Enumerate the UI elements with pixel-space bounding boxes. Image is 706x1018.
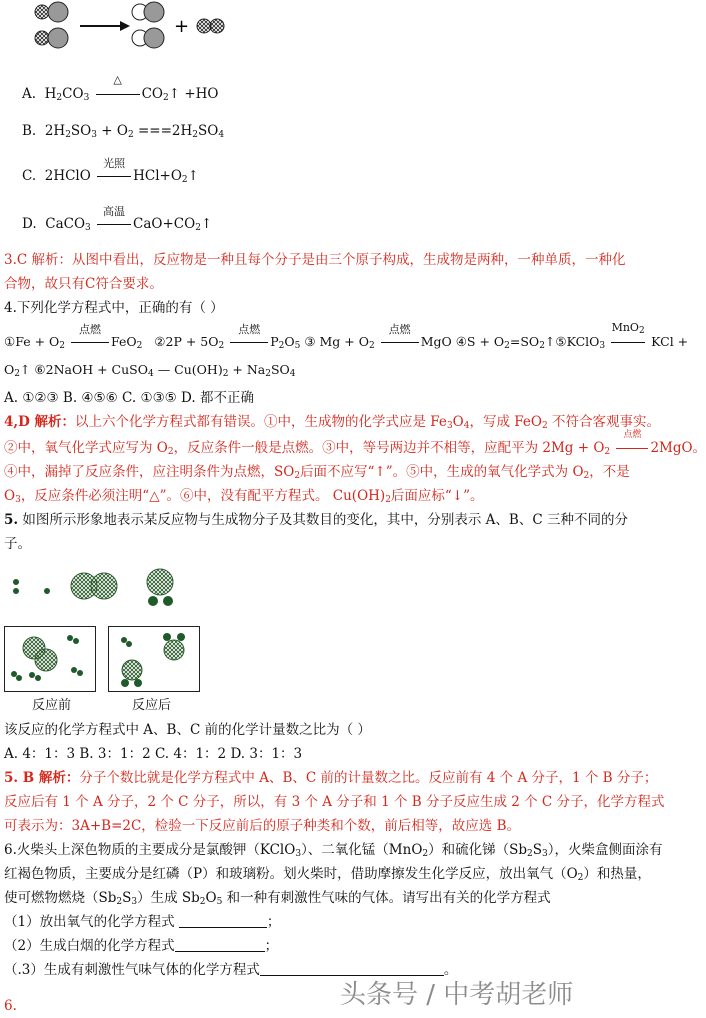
label-before-reaction: 反应前 xyxy=(32,698,72,713)
reaction-arrow xyxy=(80,21,130,31)
legend-molecule-a-icon xyxy=(13,579,19,594)
question-6-line-2: 红褐色物质，主要成分是红磷（P）和玻璃粉。划火柴时，借助摩擦发生化学反应，放出氧气$(O_2)$和热量， xyxy=(4,866,651,883)
question-4-equations-row-2: $O_2↑$ ⑥2NaOH + CuSO$_4$ — $Cu(OH)_2 + Na_2SO_4$ xyxy=(4,362,296,379)
answer-3-line-2: 合物，故只有C符合要求。 xyxy=(4,276,163,292)
question-5-title-line-1: 5. 如图所示形象地表示某反应物与生成物分子及其数目的变化，其中，分别表示 A、B、C 三种不同的分 xyxy=(4,512,628,528)
reactant-molecule-1 xyxy=(35,2,68,22)
plus-sign: + xyxy=(174,16,190,37)
product-molecule-3 xyxy=(197,19,224,33)
answer-3-line-1: 3.C 解析：从图中看出，反应物是一种且每个分子是由三个原子构成，生成物是两种，一种单质，一种化 xyxy=(4,252,626,268)
answer-5-line-2: 反应后有 1 个 A 分子，2 个 C 分子，所以，有 3 个 A 分子和 1 个 B 分子反应生成 2 个 C 分子，化学方程式 xyxy=(4,794,665,810)
legend-molecule-b-icon xyxy=(71,573,117,599)
question-6-line-3: 使可燃物燃烧$(Sb_2S_3)$生成 $Sb_2O_5$ 和一种有刺激性气味的气体。请写出有关的化学方程式 xyxy=(4,890,551,907)
question-5-options: A. 4：1：3 B. 3：1：2 C. 4：1：2 D. 3：1：3 xyxy=(4,746,303,762)
label-after-reaction: 反应后 xyxy=(132,698,172,713)
q3-option-c: C. 2HClO 光照 $HCl+O_2↑$ xyxy=(22,157,199,185)
question-5-molecule-legend xyxy=(4,560,204,616)
answer-4-line-2: ②中，氧气化学式应写为 $O_2$，反应条件一般是点燃。③中，等号两边并不相等，应配平为 $2Mg + O_2$ 点燃 2MgO。 xyxy=(4,430,706,457)
answer-5-line-3: 可表示为：3A+B=2C，检验一下反应前后的原子种类和个数，前后相等，故应选 B。 xyxy=(4,818,521,834)
question-6-sub-3: （.3）生成有刺激性气味气体的化学方程式 。 xyxy=(4,962,458,978)
question-4-title: 4.下列化学方程式中，正确的有（ ） xyxy=(4,300,224,316)
legend-molecule-c-icon xyxy=(147,569,173,606)
q3-option-a: A. $H_2CO_3$ △ $CO_2↑ +HO$ xyxy=(22,73,219,103)
answer-blank-2[interactable] xyxy=(175,951,265,952)
question-4-options: A. ①②③ B. ④⑤⑥ C. ①③⑤ D. 都不正确 xyxy=(4,390,254,406)
question-5-title-line-2: 子。 xyxy=(4,536,31,552)
reaction-after-box xyxy=(108,626,200,692)
answer-5-line-1: 5. B 解析：分子个数比就是化学方程式中 A、B、C 前的计量数之比。反应前有 4 个 A 分子，1 个 B 分子； xyxy=(4,770,658,786)
product-molecule-1 xyxy=(132,2,164,22)
next-answer-number: 6. xyxy=(4,998,17,1014)
reaction-molecule-diagram xyxy=(28,0,258,52)
question-6-sub-2: （2）生成白烟的化学方程式 ； xyxy=(4,938,279,954)
answer-4-line-3: ④中，漏掉了反应条件，应注明条件为点燃，$SO_2$后面不应写“↑”。⑤中，生成的氧气化学式为 $O_2$，不是 xyxy=(4,464,630,481)
reaction-before-box xyxy=(4,626,96,692)
question-5-question: 该反应的化学方程式中 A、B、C 前的化学计量数之比为（ ） xyxy=(4,722,371,738)
product-molecule-2 xyxy=(132,28,164,48)
answer-blank-1[interactable] xyxy=(179,927,267,928)
q3-option-b: B. $2H_2SO_3 + O_2 ===2H_2SO_4$ xyxy=(22,123,225,140)
question-6-sub-1: （1）放出氧气的化学方程式 ； xyxy=(4,914,281,930)
question-4-equations-row-1: ①Fe + $O_2$ 点燃 FeO$_2$ ②2P + $5O_2$ 点燃 $P_2O_5$ ③ $Mg + O_2$ 点燃 MgO ④S + $O_2=SO_2↑⑤KClO_3$ MnO$_2$ KCl + xyxy=(4,321,689,351)
answer-4-line-1: 4,D 解析：以上六个化学方程式都有错误。①中，生成物的化学式应是 $Fe_3O_4$，写成 FeO$_2$ 不符合客观事实。 xyxy=(4,414,660,431)
question-6-line-1: 6.火柴头上深色物质的主要成分是氯酸钾（KClO$_3$）、二氧化锰（MnO$_2$）和硫化锑$(Sb_2S_3)$，火柴盒侧面涂有 xyxy=(4,842,663,859)
reactant-molecule-2 xyxy=(35,28,68,48)
watermark: 头条号 / 中考胡老师 xyxy=(340,980,574,1010)
q3-option-d: D. CaCO$_3$ 高温 $CaO+CO_2↑$ xyxy=(22,205,213,233)
legend-dot-icon xyxy=(44,588,50,594)
answer-4-line-4: $O_3$，反应条件必须注明“△”。⑥中，没有配平方程式。 $Cu(OH)_2$后面应标“↓”。 xyxy=(4,488,484,505)
